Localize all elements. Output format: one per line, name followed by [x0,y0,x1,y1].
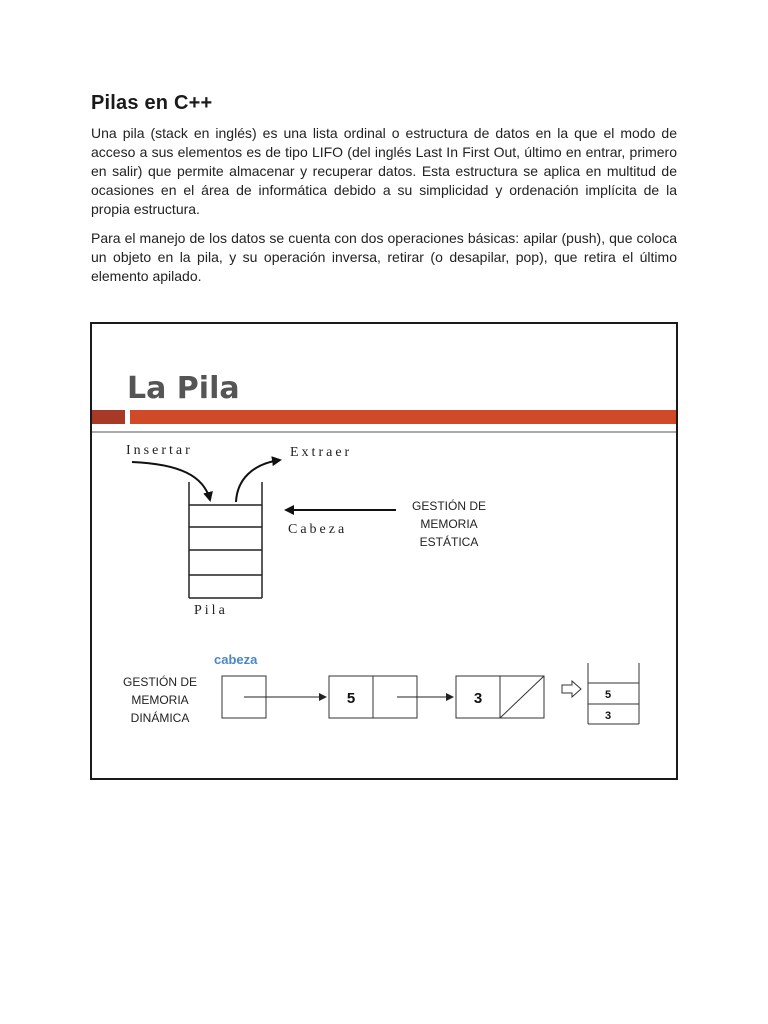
accent-band-left [92,410,125,424]
node-2-value: 3 [473,690,483,707]
extract-label: Extraer [290,445,353,460]
stack-bottom-value: 3 [604,710,612,722]
dynamic-memory-line-1: GESTIÓN DE [122,675,198,689]
stack-diagram-slide [90,322,678,780]
slide-title: La Pila [127,371,240,406]
stack-diagram [92,324,676,778]
operations-paragraph: Para el manejo de los datos se cuenta con dos operaciones básicas: apilar (push), que coloca un objeto en la pila, y su operación inversa, retirar (o desapilar, pop), que retira el último elemento apilado. [91,230,677,284]
page-title: Pilas en C++ [91,92,213,114]
stack-label: Pila [194,603,228,618]
null-pointer-slash [500,676,544,718]
extract-arrow [236,460,280,502]
accent-band [130,410,676,424]
dynamic-stack [588,663,639,724]
intro-paragraph: Una pila (stack en inglés) es una lista ordinal o estructura de datos en la que el modo de acceso a sus elementos es de tipo LIFO (del inglés Last In First Out, último en entrar, primero en salir) que permite almacenar y recuperar datos. Esta estructura se aplica en multitud de ocasiones en el área de informática debido a su simplicidad y ordenación implícita de la propia estructura. [91,125,677,217]
equivalence-arrow-icon [562,681,581,697]
dynamic-memory-line-3: DINÁMICA [130,711,190,725]
insert-arrow [132,462,210,500]
static-stack [189,482,262,598]
node-1-value: 5 [346,690,356,707]
dynamic-memory-line-2: MEMORIA [131,693,189,707]
head-label: Cabeza [288,522,348,537]
stack-top-value: 5 [604,689,612,701]
static-memory-line-2: MEMORIA [420,517,478,531]
static-memory-line-3: ESTÁTICA [419,535,479,549]
static-memory-line-1: GESTIÓN DE [411,499,487,513]
insert-label: Insertar [126,443,193,458]
head-pointer-label: cabeza [214,652,258,667]
list-node-2 [456,676,544,718]
